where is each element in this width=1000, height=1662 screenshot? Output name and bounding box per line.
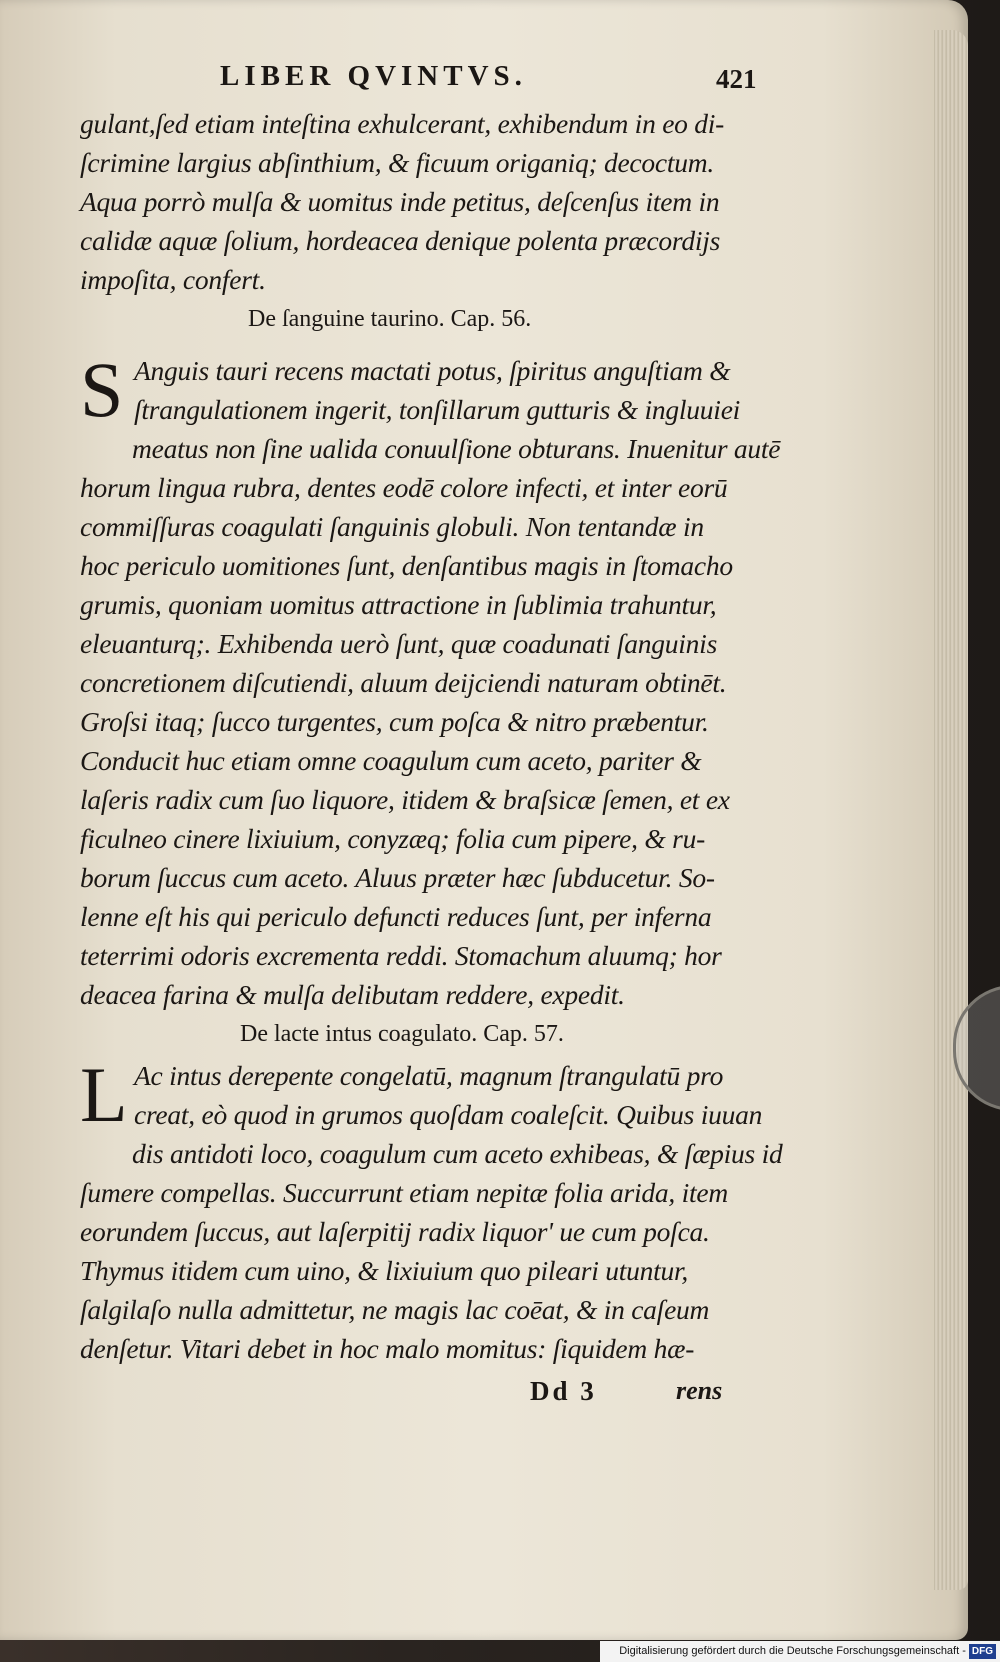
text-line: ficulneo cinere lixiuium, conyzæq; folia cum pipere, & ru- (80, 823, 705, 854)
chapter-57-body (80, 1051, 783, 1368)
text-line: ſtrangulationem ingerit, tonſillarum gutturis & ingluuiei (134, 394, 741, 425)
text-line: Anguis tauri recens mactati potus, ſpiritus anguſtiam & (134, 355, 731, 386)
text-line: gulant,ſed etiam inteſtina exhulcerant, exhibendum in eo di- (80, 108, 725, 139)
text-line: hoc periculo uomitiones ſunt, denſantibus magis in ſtomacho (80, 550, 733, 581)
text-line: Aqua porrò mulſa & uomitus inde petitus, deſcenſus item in (80, 186, 720, 217)
section-continuation (80, 104, 780, 299)
text-line: ſumere compellas. Succurrunt etiam nepitæ folia arida, item (80, 1177, 728, 1208)
text-line: Groſsi itaq; ſucco turgentes, cum poſca & nitro præbentur. (80, 706, 709, 737)
text-line: eorundem ſuccus, aut laſerpitij radix liquor' ue cum poſca. (80, 1216, 710, 1247)
text-line: creat, eò quod in grumos quoſdam coaleſcit. Quibus iuuan (134, 1099, 763, 1130)
page-header (80, 60, 780, 104)
text-line: meatus non ſine ualida conuulſione obturans. Inuenitur autē (132, 433, 781, 464)
page-edges (934, 30, 968, 1590)
text-line: borum ſuccus cum aceto. Aluus præter hæc ſubducetur. So- (80, 862, 715, 893)
text-line: ſcrimine largius abſinthium, & ficuum origaniq; decoctum. (80, 147, 714, 178)
text-line: denſetur. Vitari debet in hoc malo momitus: ſiquidem hæ- (80, 1333, 695, 1364)
catchword: rens (676, 1376, 723, 1405)
text-line: teterrimi odoris excrementa reddi. Stomachum aluumq; hor (80, 940, 722, 971)
text-line: Conducit huc etiam omne coagulum cum aceto, pariter & (80, 745, 702, 776)
folio-number: 421 (716, 64, 757, 94)
text-line: lenne eſt his qui periculo defuncti reduces ſunt, per inferna (80, 901, 712, 932)
credit-text: Digitalisierung gefördert durch die Deutsche Forschungsgemeinschaft - (619, 1645, 966, 1657)
text-line: horum lingua rubra, dentes eodē colore infecti, et inter eorū (80, 472, 728, 503)
chapter-56-body (80, 346, 781, 1014)
page-footer (80, 1376, 780, 1420)
text-line: eleuanturq;. Exhibenda uerò ſunt, quæ coadunati ſanguinis (80, 628, 718, 659)
text-line: impoſita, confert. (80, 264, 266, 295)
running-head: LIBER QVINTVS. (220, 60, 527, 92)
signature-mark: Dd 3 (530, 1376, 597, 1406)
initial-letter: S (80, 346, 124, 433)
text-line: dis antidoti loco, coagulum cum aceto exhibeas, & ſæpius id (132, 1138, 783, 1169)
text-line: commiſſuras coagulati ſanguinis globuli. Non tentandæ in (80, 511, 704, 542)
text-line: concretionem diſcutiendi, aluum deijciendi naturam obtinēt. (80, 667, 727, 698)
text-line: Ac intus derepente congelatū, magnum ſtrangulatū pro (134, 1060, 724, 1091)
text-line: ſalgilaſo nulla admittetur, ne magis lac coēat, & in caſeum (80, 1294, 710, 1325)
text-line: grumis, quoniam uomitus attractione in ſublimia trahuntur, (80, 589, 717, 620)
initial-letter: L (80, 1051, 128, 1138)
page-text (80, 60, 783, 1420)
text-line: deacea farina & mulſa delibutam reddere, expedit. (80, 979, 625, 1010)
dfg-logo-icon: DFG (969, 1644, 996, 1659)
chapter-heading-56: De ſanguine taurino. Cap. 56. (248, 306, 532, 332)
text-line: calidæ aquæ ſolium, hordeacea denique polenta præcordijs (80, 225, 721, 256)
chapter-heading-57: De lacte intus coagulato. Cap. 57. (240, 1021, 564, 1047)
text-line: Thymus itidem cum uino, & lixiuium quo pileari utuntur, (80, 1255, 689, 1286)
text-line: laſeris radix cum ſuo liquore, itidem & braſsicæ ſemen, et ex (80, 784, 730, 815)
digitization-credit (600, 1641, 1000, 1662)
